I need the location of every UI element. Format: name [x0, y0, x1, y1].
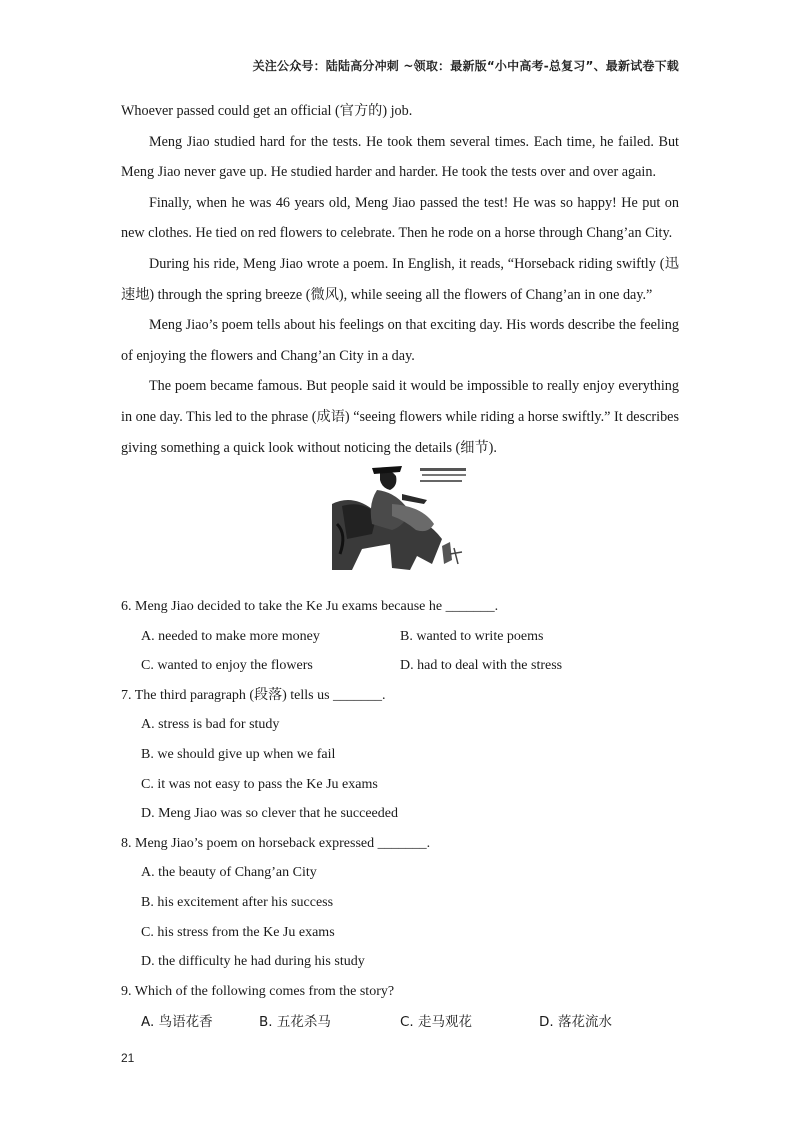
ink-painting-horseback-rider-icon [332, 464, 470, 572]
option-9b: B. 五花杀马 [259, 1014, 331, 1030]
option-7c: C. it was not easy to pass the Ke Ju exams [141, 777, 378, 792]
option-8d: D. the difficulty he had during his study [141, 954, 365, 969]
option-7a: A. stress is bad for study [141, 717, 280, 732]
question-9: 9. Which of the following comes from the story? [121, 984, 395, 999]
reading-passage [121, 96, 679, 463]
question-8: 8. Meng Jiao’s poem on horseback expressed _______. [121, 836, 431, 851]
option-7d: D. Meng Jiao was so clever that he succeeded [141, 806, 398, 821]
option-6c: C. wanted to enjoy the flowers [141, 658, 313, 673]
option-8b: B. his excitement after his success [141, 895, 334, 910]
option-9c: C. 走马观花 [400, 1014, 473, 1030]
question-7: 7. The third paragraph (段落) tells us _______. [121, 688, 386, 703]
option-6b: B. wanted to write poems [400, 629, 544, 644]
option-7b: B. we should give up when we fail [141, 747, 336, 762]
page-header: 关注公众号：陆陆高分冲刺 ~领取：最新版“小中高考-总复习”、最新试卷下载 [252, 59, 679, 73]
option-8a: A. the beauty of Chang’an City [141, 865, 317, 880]
passage-paragraph: Meng Jiao’s poem tells about his feelings on that exciting day. His words describe the feeling of enjoying the flowers and Chang’an City in a day. [121, 317, 679, 364]
option-6d: D. had to deal with the stress [400, 658, 563, 673]
horseback-rider-illustration [332, 464, 470, 572]
option-9a: A. 鸟语花香 [141, 1014, 213, 1030]
page-number: 21 [121, 1051, 135, 1065]
passage-paragraph: Meng Jiao studied hard for the tests. He took them several times. Each time, he failed. But Meng Jiao never gave up. He studied harder and harder. He took the tests over and over again. [121, 133, 679, 181]
option-6a: A. needed to make more money [141, 629, 320, 644]
option-8c: C. his stress from the Ke Ju exams [141, 925, 335, 940]
option-9d: D. 落花流水 [539, 1014, 612, 1030]
passage-paragraph: The poem became famous. But people said it would be impossible to really enjoy everything in one day. This led to the phrase (成语) “seeing flowers while riding a horse swiftly.” It describes giving something a quick look without noticing the details (细节). [121, 378, 679, 456]
passage-paragraph: Whoever passed could get an official (官方的) job. [121, 103, 413, 119]
passage-paragraph: During his ride, Meng Jiao wrote a poem. In English, it reads, “Horseback riding swiftly (迅速地) through the spring breeze (微风), while seeing all the flowers of Chang’an in one day.” [121, 255, 679, 303]
passage-paragraph: Finally, when he was 46 years old, Meng Jiao passed the test! He was so happy! He put on new clothes. He tied on red flowers to celebrate. Then he rode on a horse through Chang’an City. [121, 194, 679, 242]
question-6: 6. Meng Jiao decided to take the Ke Ju exams because he _______. [121, 599, 499, 614]
